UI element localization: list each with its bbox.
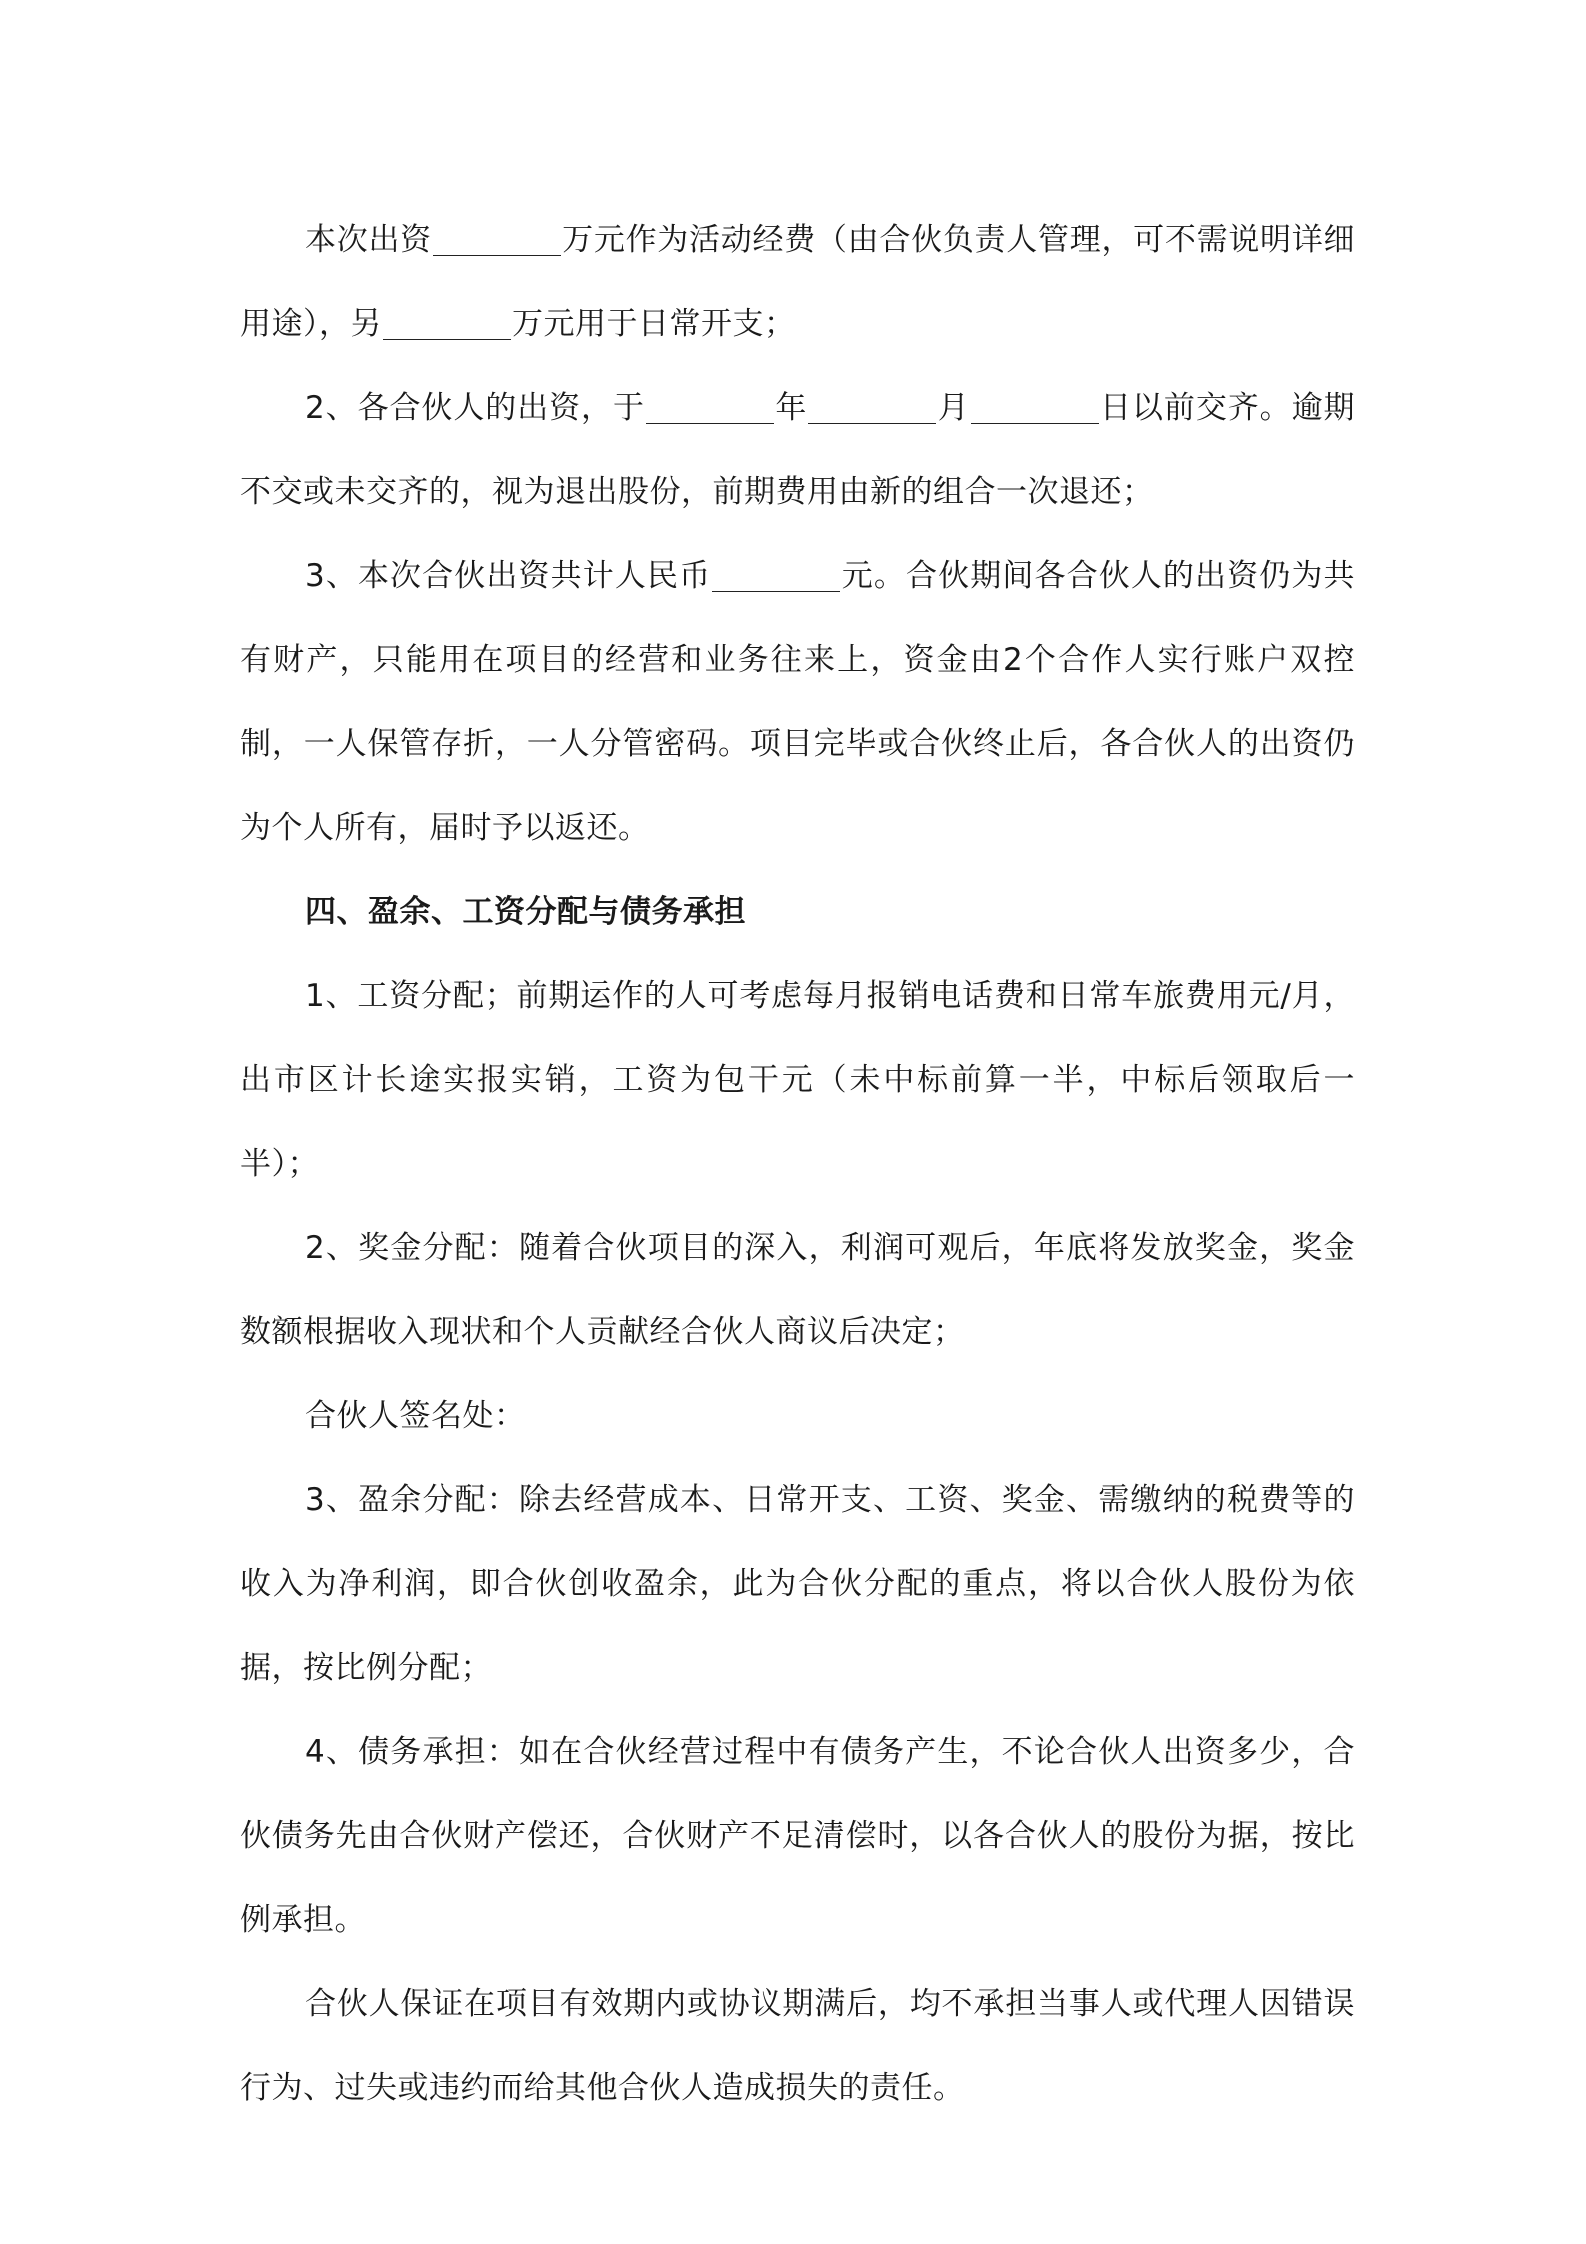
document-body bbox=[240, 198, 1355, 2130]
text-segment: 2、各合伙人的出资，于 bbox=[305, 390, 645, 426]
text-segment: 万元用于日常开支； bbox=[512, 306, 796, 342]
paragraph-debt: 4、债务承担：如在合伙经营过程中有债务产生，不论合伙人出资多少，合伙债务先由合伙财产偿还，合伙财产不足清偿时，以各合伙人的股份为据，按比例承担。 bbox=[240, 1734, 1355, 1938]
section-heading: 四、盈余、工资分配与债务承担 bbox=[305, 894, 746, 930]
text-segment: 月 bbox=[937, 390, 970, 426]
blank-amount-daily bbox=[383, 309, 511, 340]
paragraph-surplus: 3、盈余分配：除去经营成本、日常开支、工资、奖金、需缴纳的税费等的收入为净利润，即合伙创收盈余，此为合伙分配的重点，将以合伙人股份为依据，按比例分配； bbox=[240, 1482, 1355, 1686]
paragraph-contribution-deadline bbox=[240, 366, 1355, 534]
paragraph-liability: 合伙人保证在项目有效期内或协议期满后，均不承担当事人或代理人因错误行为、过失或违约而给其他合伙人造成损失的责任。 bbox=[240, 1986, 1355, 2106]
text-segment: 日以前交齐。逾期不交或未交齐的，视为退出股份，前期费用由新的组合一次退还； bbox=[240, 390, 1356, 510]
blank-month bbox=[808, 393, 936, 424]
paragraph-total-contribution bbox=[240, 534, 1355, 870]
text-segment: 本次出资 bbox=[305, 222, 432, 258]
paragraph-signature: 合伙人签名处： bbox=[305, 1398, 526, 1434]
blank-year bbox=[646, 393, 774, 424]
blank-day bbox=[971, 393, 1099, 424]
paragraph-bonus: 2、奖金分配：随着合伙项目的深入，利润可观后，年底将发放奖金，奖金数额根据收入现状和个人贡献经合伙人商议后决定； bbox=[240, 1230, 1355, 1350]
blank-total-amount bbox=[712, 561, 840, 592]
text-segment: 元。合伙期间各合伙人的出资仍为共有财产，只能用在项目的经营和业务往来上，资金由2个合作人实行账户双控制，一人保管存折，一人分管密码。项目完毕或合伙终止后，各合伙人的出资仍为个人所有，届时予以返还。 bbox=[240, 558, 1355, 846]
blank-amount-activity bbox=[433, 225, 561, 256]
text-segment: 万元作为活动经费（由合伙负责人管理，可不需说明详细用途），另 bbox=[240, 222, 1356, 342]
paragraph-salary: 1、工资分配；前期运作的人可考虑每月报销电话费和日常车旅费用元/月，出市区计长途实报实销，工资为包干元（未中标前算一半，中标后领取后一半）； bbox=[240, 978, 1355, 1182]
text-segment: 年 bbox=[774, 390, 808, 426]
text-segment: 3、本次合伙出资共计人民币 bbox=[305, 558, 712, 594]
paragraph-funding-use bbox=[240, 198, 1355, 366]
